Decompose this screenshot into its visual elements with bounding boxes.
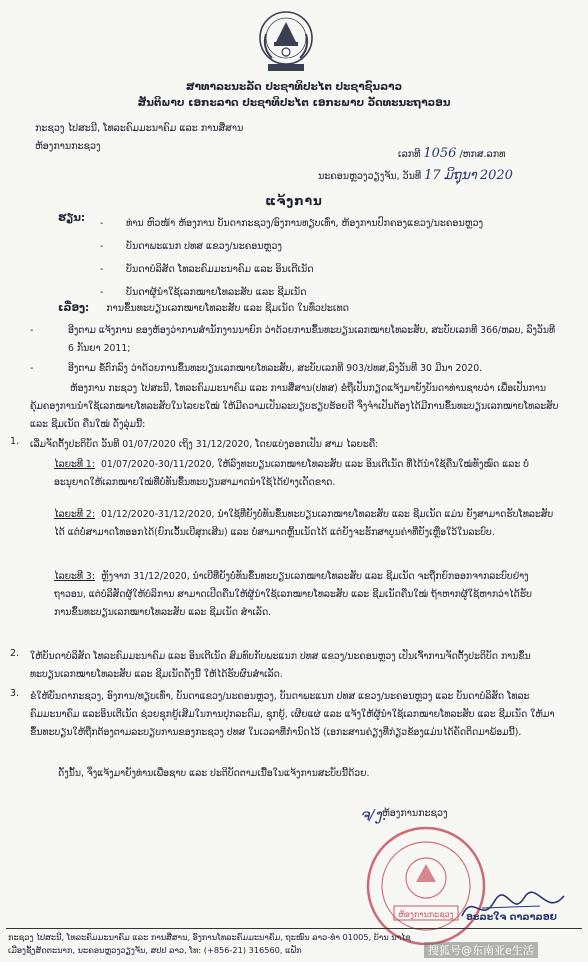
subject-label: ເລື່ອງ:	[58, 302, 90, 314]
point-text: ໃຫ້ບັນດາບໍລິສັດ ໂທລະຄົມມະນາຄົມ ແລະ ອິນເຕີເນັດ ສົມທົບກັບພະແນກ ປທສ ແຂວງ/ນະຄອນຫຼວງ ເປັນເຈົ້າການຈັດຕັ້ງປະຕິບັດ ການຂຶ້ນທະບຽນເລກໝາຍໂທລະສັບ ແລະ ຊີມເນັດດັ່ງນີ້ ໃຫ້ໄດ້ຮັບຜົນສຳເລັດ.	[30, 651, 531, 680]
point-text: ເລີ່ມຈັດຕັ້ງປະຕິບັດ ວັນທີ 01/07/2020 ເຖິງ 31/12/2020, ໂດຍແບ່ງອອກເປັນ ສາມ ໄລຍະຄື:	[30, 439, 379, 450]
date-month: ມິຖຸນາ	[443, 168, 477, 183]
date-year: 2020	[479, 168, 513, 183]
point-number: 2.	[10, 648, 20, 659]
recipients-list	[100, 212, 570, 304]
footer-divider	[6, 928, 582, 929]
phase-item: ໄລຍະທີ 2: 01/12/2020-31/12/2020, ນຳໃຊ້ທີ່ຍັງບໍ່ທັນຂຶ້ນທະບຽນເລກໝາຍໂທລະສັບ ແລະ ຊີມເນັດ ແມ່ນ ຍັງສາມາດຮັບໂທລະສັບໄດ້ ແຕ່ບໍ່ສາມາດໂທອອກໄດ້(ຍົກເວັ້ນເບີສຸກເສີນ) ແລະ ບໍ່ສາມາດຫຼິ້ນເນັດໄດ້ ແຕ່ຍັງຈະຮັກສາບູນຄ່າທີ່ຍັງເຫຼືອໃວ້ໃນລະບົບ.	[54, 509, 554, 538]
reference-paragraph: - ອີງຕາມ ຂໍ້ຕົກລົງ ວ່າດ້ວຍການຂຶ້ນທະບຽນເລກໝາຍໂທລະສັບ, ສະບັບເລກທີ 903/ປທສ,ລົງວັນທີ 30 ມີນາ 2020.	[30, 363, 483, 374]
phase-item: ໄລຍະທີ 1: 01/07/2020-30/11/2020, ໃຫ້ລົງທະບຽນເລກໝາຍໂທລະສັບ ແລະ ອິນເຕີເນັດ ທີ່ໄດ້ນຳໃຊ້ຄືນໃໝ່ທັງໝົດ ແລະ ບໍ່ອະນຸຍາດໃຫ້ເລກໝາຍໃໝ່ທີ່ບໍ່ທັນຂຶ້ນທະບຽນສາມາດນຳໃຊ້ໄດ້ຢ່າງເດັດຂາດ.	[54, 459, 529, 488]
recipient-item: - ບັນດາພະແນກ ປທສ ແຂວງ/ນະຄອນຫຼວງ	[100, 241, 282, 252]
date-day: 17	[424, 168, 441, 183]
signer-name: ອະລະໃຈ ດາລາລອຍ	[466, 912, 557, 923]
header-motto: ສັນຕິພາບ ເອກະລາດ ປະຊາທິປະໄຕ ເອກະພາບ ວັດທະນະຖາວອນ	[137, 97, 451, 109]
recipient-item: - ທ່ານ ຫົວໜ້າ ຫ້ອງການ ບັນດາກະຊວງ/ອົງການທຽບເທົ່າ, ຫ້ອງການປົກຄອງແຂວງ/ນະຄອນຫຼວງ	[100, 218, 484, 229]
footer-address-line1: ກະຊວງ ໄປສະນີ, ໂທລະຄົມມະນາຄົມ ແລະ ການສື່ສານ, ອົງການໂທລະຄົມມະນາຄົມ, ຖະໜົນ ລາວ-ທຳ 01005, ບ້ານ ນາໄຊ	[8, 932, 411, 942]
reference-paragraph: - ອີງຕາມ ແຈ້ງການ ຂອງຫ້ອງວ່າການສຳນັກງານນາຍົກ ວ່າດ້ວຍການຂຶ້ນທະບຽນເລກໝາຍໂທລະສັບ, ສະບັບເລກທີ 366/ຫລບ, ລົງວັນທີ 6 ກັນຍາ 2011;	[30, 325, 556, 354]
sender-office: ຫ້ອງການກະຊວງ	[35, 141, 101, 152]
intro-paragraph: ຫ້ອງການ ກະຊວງ ໄປສະນີ, ໂທລະຄົມມະນາຄົມ ແລະ ການສື່ສານ(ປທສ) ຂໍຖືເປັນກຽດແຈ້ງມາຍັງບັນດາທ່ານຊາບວ່າ ເພື່ອເປັນການຄຸ້ມຄອງການນຳໃຊ້ເລກໝາຍໂທລະສັບໃນໄລຍະໃໝ່ ໃຫ້ມີຄວາມເປັນລະບຽບຮຽບຮ້ອຍດີ ຈຶ່ງຈຳເປັນຕ້ອງໄດ້ມີການຂຶ້ນທະບຽນເລກໝາຍໂທລະສັບ ແລະ ຊີມເນັດ ຄືນໃໝ່ ດັ່ງລຸ່ມນີ້:	[30, 383, 559, 430]
point-text: ຂໍໃຫ້ບັນດາກະຊວງ, ອົງການ/ທຽບເທົ່າ, ບັນດາແຂວງ/ນະຄອນຫຼວງ, ບັນດາພະແນກ ປທສ ແຂວງ/ນະຄອນຫຼວງ ແລະ ບັນດາບໍລິສັດ ໂທລະຄົມມະນາຄົມ ແລະອິນເຕີເນັດ ຊ່ວຍຊຸກຍູ້ເສີມໃນການປຸກລະດົມ, ຊຸກຍູ້, ເຜີຍແຜ່ ແລະ ແຈ້ງໃຫ້ຜູ້ນຳໃຊ້ເລກໝາຍໂທລະສັບ ແລະ ຊີມເນັດ ໃຫ້ມາຂຶ້ນທະບຽນໃຫ້ຖືກຕ້ອງຕາມລະບຽບການຂອງກະຊວງ ປທສ ໃນເວລາທີ່ກຳນົດໄວ້ (ເອກະສານຄ່ຽງທີ່ກ່ຽວຂ້ອງແມ່ນໄດ້ຄັດຕິດມາພ້ອມນີ້).	[30, 691, 555, 738]
signature-mark: ຈ/ງ.	[360, 806, 387, 824]
recipient-item: - ບັນດາບໍລິສັດ ໂທລະຄົມມະນາຄົມ ແລະ ອິນເຕີເນັດ	[100, 264, 314, 275]
header-country: ສາທາລະນະລັດ ປະຊາທິປະໄຕ ປະຊາຊົນລາວ	[185, 81, 403, 93]
date-prefix: ນະຄອນຫຼວງວຽງຈັນ, ວັນທີ	[318, 171, 422, 182]
phase-label: ໄລຍະທີ 2:	[54, 509, 95, 520]
national-emblem-icon	[254, 4, 318, 76]
reference-suffix: /ຫກສ.ລກທ	[459, 149, 506, 160]
footer-address-line2: ເມືອງຊັ້ງສັດຕະນາກ, ນະຄອນຫຼວງວຽງຈັນ, ສປປ ລາວ, ໂທ: (+856-21) 316560, ແຟັກ	[8, 945, 302, 955]
subject-text: ການຂຶ້ນທະບຽນເລກໝາຍໂທລະສັບ ແລະ ຊີມເນັດ ໃນທົ່ວປະເທດ	[106, 303, 350, 314]
reference-number	[398, 146, 505, 161]
reference-label: ເລກທີ	[398, 149, 421, 160]
point-number: 3.	[10, 688, 20, 699]
phase-label: ໄລຍະທີ 3:	[54, 571, 95, 582]
watermark-label: 搜狐号@东南亚e生活	[424, 942, 538, 958]
reference-handwritten-number: 1056	[423, 146, 457, 161]
subject-line	[58, 302, 349, 314]
phase-label: ໄລຍະທີ 1:	[54, 459, 95, 470]
phase-item: ໄລຍະທີ 3: ຫຼັງຈາກ 31/12/2020, ນຳເບີທີ່ຍັງບໍ່ທັນຂຶ້ນທະບຽນເລກໝາຍໂທລະສັບ ແລະ ຊີມເນັດ ຈະຖືກຍົກອອກຈາກລະບົບຢ່າງຖາວອນ, ແຕ່ບໍລິສັດຜູ້ໃຫ້ບໍລິການ ສາມາດເປີດຄືນໃຫ້ຜູ້ນຳໃຊ້ເລກໝາຍໂທລະສັບ ແລະ ຊີມເນັດຄືນໃໝ່ ຖ້າຫາກຜູ້ໃຊ້ຫາກວ່າໄດ້ຮັບການຂຶ້ນທະບຽນເລກໝາຍໂທລະສັບ ແລະ ຊີມເນັດ ສຳເລັດ.	[54, 571, 532, 618]
closing-line: ດັ່ງນັ້ນ, ຈຶ່ງແຈ້ງມາຍັງທ່ານເພື່ອຊາບ ແລະ ປະຕິບັດຕາມເນື້ອໃນແຈ້ງການສະບັບນີ້ດ້ວຍ.	[58, 768, 370, 779]
recipients-label: ຮຽນ:	[58, 212, 86, 224]
stamp-text: ຫ້ອງການກະຊວງ	[398, 910, 454, 919]
recipient-item: - ບັນດາຜູ້ນຳໃຊ້ເລກໝາຍໂທລະສັບ ແລະ ຊີມເນັດ	[100, 287, 307, 298]
document-title: ແຈ້ງການ	[265, 194, 323, 208]
sender-ministry: ກະຊວງ ໄປສະນີ, ໂທລະຄົມມະນາຄົມ ແລະ ການສື່ສານ	[35, 123, 244, 134]
point-number: 1.	[10, 436, 20, 447]
document-date	[318, 168, 513, 183]
signer-title: ຫ້ອງການກະຊວງ	[382, 808, 448, 819]
